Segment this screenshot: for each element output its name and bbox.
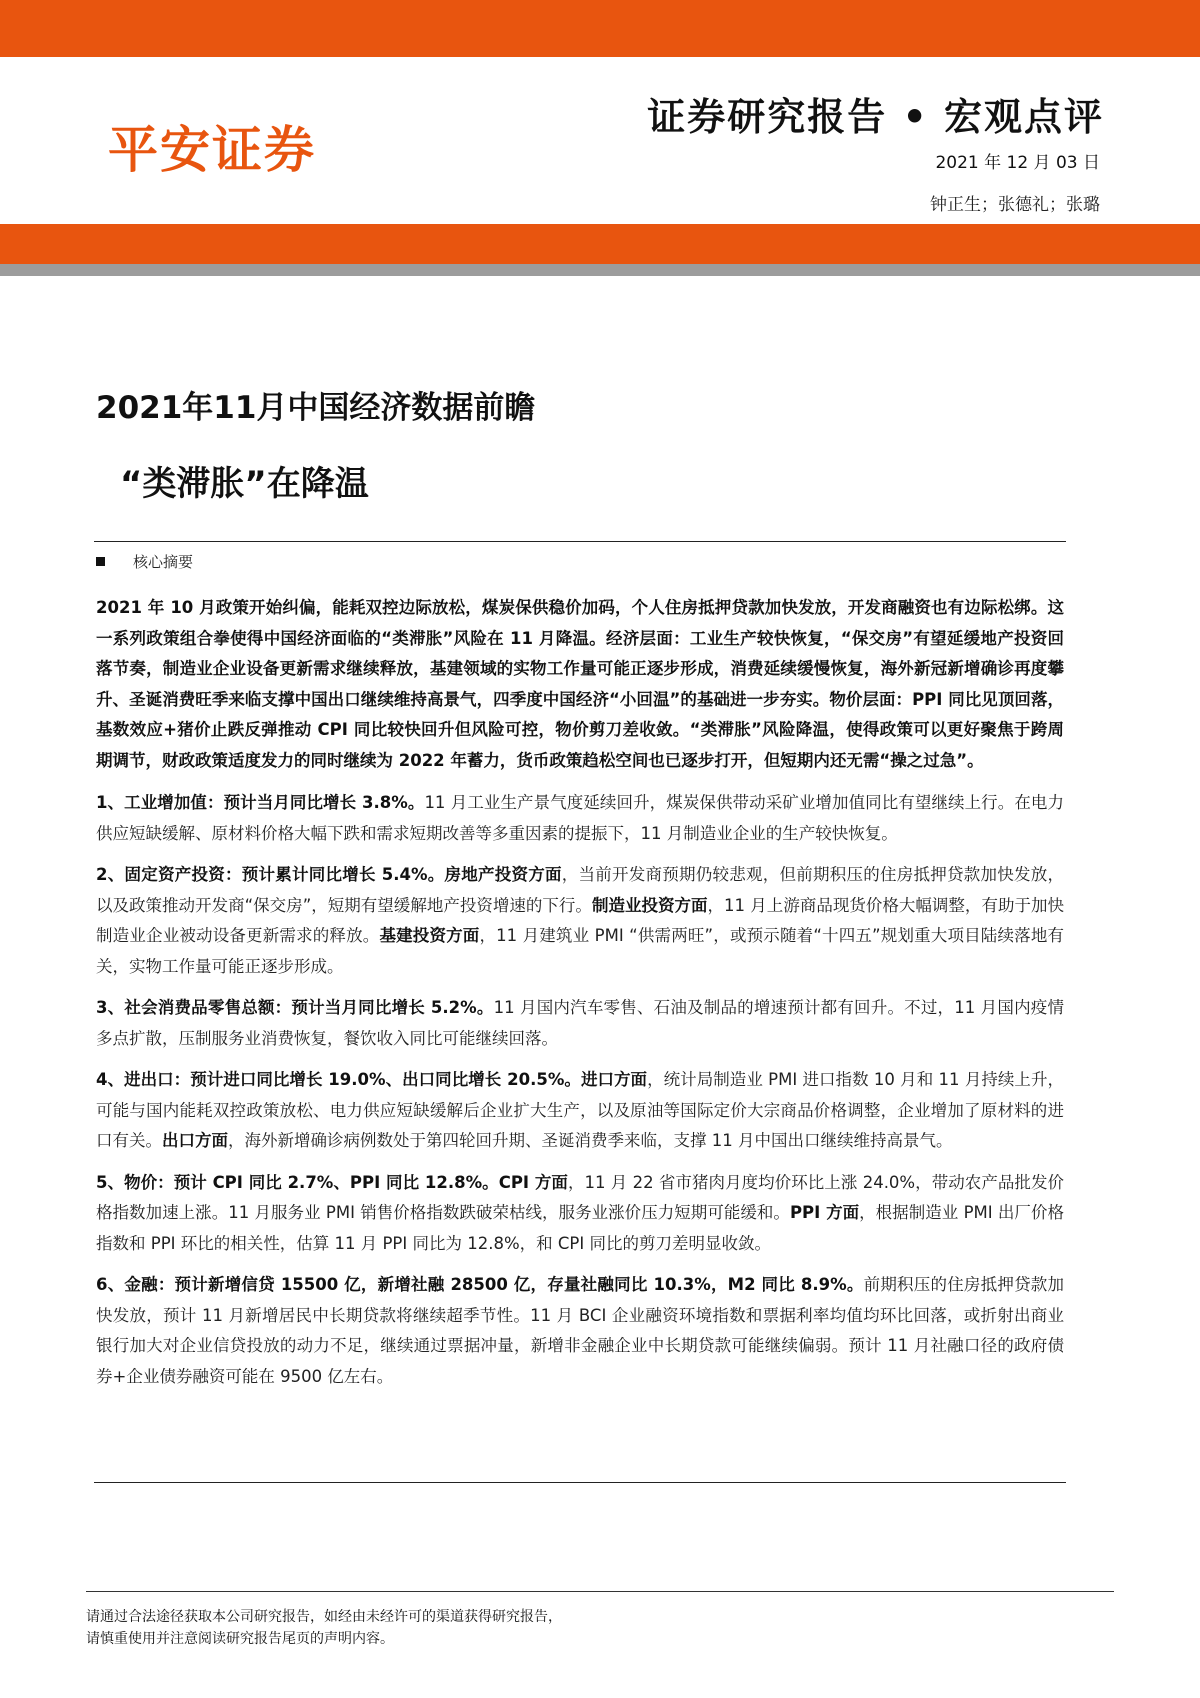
list-item: 3、社会消费品零售总额：预计当月同比增长 5.2%。11 月国内汽车零售、石油及制品的增速预计都有回升。不过，11 月国内疫情多点扩散，压制服务业消费恢复，餐饮收入同比可能继续回落。 — [96, 998, 1064, 1048]
summary-content — [96, 593, 1064, 1403]
disclaimer-line: 请通过合法途径获取本公司研究报告，如经由未经许可的渠道获得研究报告， — [86, 1609, 562, 1625]
header-grey-band — [0, 264, 1200, 276]
list-item: 2、固定资产投资：预计累计同比增长 5.4%。房地产投资方面，当前开发商预期仍较悲观，但前期积压的住房抵押贷款加快发放，以及政策推动开发商“保交房”，短期有望缓解地产投资增速的下行。制造业投资方面，11 月上游商品现货价格大幅调整，有助于加快制造业企业被动设备更新需求的释放。基建投资方面，11 月建筑业 PMI “供需两旺”，或预示随着“十四五”规划重大项目陆续落地有关，实物工作量可能正逐步形成。 — [96, 865, 1065, 976]
disclaimer — [86, 1606, 562, 1650]
report-authors: 钟正生；张德礼；张璐 — [930, 195, 1100, 215]
list-item: 4、进出口：预计进口同比增长 19.0%、出口同比增长 20.5%。进口方面，统计局制造业 PMI 进口指数 10 月和 11 月持续上升，可能与国内能耗双控政策放松、电力供应短缺缓解后企业扩大生产，以及原油等国际定价大宗商品价格调整，企业增加了原材料的进口有关。出口方面，海外新增确诊病例数处于第四轮回升期、圣诞消费季来临，支撑 11 月中国出口继续维持高景气。 — [96, 1070, 1065, 1150]
report-date: 2021 年 12 月 03 日 — [935, 153, 1100, 173]
report-type: 证券研究报告 • 宏观点评 — [647, 95, 1104, 139]
footer-divider — [86, 1591, 1114, 1592]
summary-heading — [96, 551, 193, 572]
disclaimer-line: 请慎重使用并注意阅读研究报告尾页的声明内容。 — [86, 1631, 394, 1647]
list-item: 5、物价：预计 CPI 同比 2.7%、PPI 同比 12.8%。CPI 方面，11 月 22 省市猪肉月度均价环比上涨 24.0%，带动农产品批发价格指数加速上涨。11 月服务业 PMI 销售价格指数跌破荣枯线，服务业涨价压力短期可能缓和。PPI 方面，根据制造业 PMI 出厂价格指数和 PPI 环比的相关性，估算 11 月 PPI 同比为 12.8%，和 CPI 同比的剪刀差明显收敛。 — [96, 1172, 1064, 1253]
summary-heading-label: 核心摘要 — [133, 553, 194, 571]
square-bullet-icon — [96, 557, 105, 566]
list-item: 1、工业增加值：预计当月同比增长 3.8%。11 月工业生产景气度延续回升，煤炭保供带动采矿业增加值同比有望继续上行。在电力供应短缺缓解、原材料价格大幅下跌和需求短期改善等多重因素的提振下，11 月制造业企业的生产较快恢复。 — [96, 793, 1064, 843]
header-orange-band — [0, 224, 1200, 264]
divider — [94, 1482, 1066, 1483]
top-orange-bar — [0, 0, 1200, 57]
divider — [94, 541, 1066, 542]
summary-lead: 2021 年 10 月政策开始纠偏，能耗双控边际放松，煤炭保供稳价加码，个人住房抵押贷款加快发放，开发商融资也有边际松绑。这一系列政策组合拳使得中国经济面临的“类滞胀”风险在 11 月降温。经济层面：工业生产较快恢复，“保交房”有望延缓地产投资回落节奏，制造业企业设备更新需求继续释放，基建领域的实物工作量可能正逐步形成，消费延续缓慢恢复，海外新冠新增确诊再度攀升、圣诞消费旺季来临支撑中国出口继续维持高景气，四季度中国经济“小回温”的基础进一步夯实。物价层面：PPI 同比见顶回落，基数效应+猪价止跌反弹推动 CPI 同比较快回升但风险可控，物价剪刀差收敛。“类滞胀”风险降温，使得政策可以更好聚焦于跨周期调节，财政政策适度发力的同时继续为 2022 年蓄力，货币政策趋松空间也已逐步打开，但短期内还无需“操之过急”。 — [96, 598, 1064, 770]
list-item: 6、金融：预计新增信贷 15500 亿，新增社融 28500 亿，存量社融同比 10.3%，M2 同比 8.9%。前期积压的住房抵押贷款加快发放，预计 11 月新增居民中长期贷款将继续超季节性。11 月 BCI 企业融资环境指数和票据利率均值均环比回落，或折射出商业银行加大对企业信贷投放的动力不足，继续通过票据冲量，新增非金融企业中长期贷款可能继续偏弱。预计 11 月社融口径的政府债券+企业债券融资可能在 9500 亿左右。 — [96, 1275, 1065, 1386]
page-subtitle: “类滞胀”在降温 — [120, 464, 369, 504]
page-title: 2021年11月中国经济数据前瞻 — [96, 390, 536, 426]
company-logo: 平安证券 — [108, 121, 316, 179]
